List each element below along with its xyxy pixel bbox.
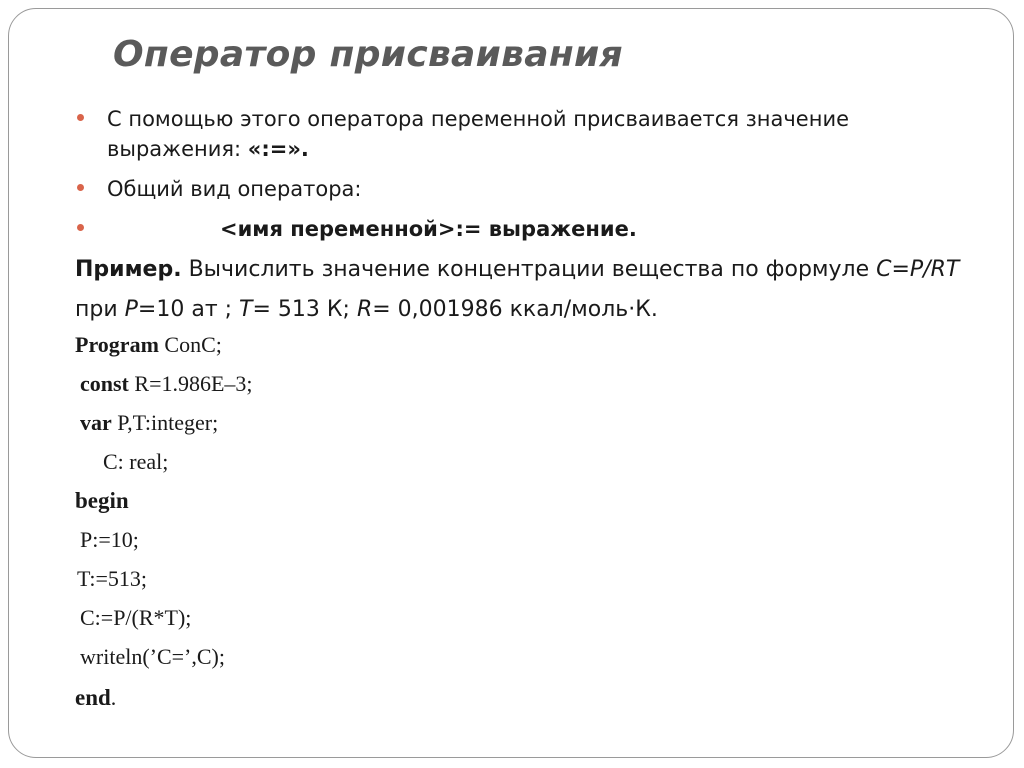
bullet-text-operator: «:=». — [247, 137, 309, 161]
code-line-begin — [75, 481, 129, 521]
code-text: ConC; — [158, 332, 222, 357]
example-text: =10 ат ; — [137, 297, 240, 322]
example-line-1 — [75, 250, 959, 290]
code-keyword: const — [80, 371, 129, 396]
bullet-dot-icon — [77, 224, 84, 231]
example-formula: C=P/RT — [876, 257, 960, 282]
code-line-real — [103, 442, 168, 482]
example-text: = 513 К; — [252, 297, 357, 322]
code-text: C:=P/(R*T); — [80, 605, 192, 630]
bullet-text — [107, 104, 967, 164]
code-line-const — [80, 364, 253, 404]
example-text: Вычислить значение концентрации вещества по формуле — [181, 257, 877, 282]
code-line-p — [80, 520, 139, 560]
code-keyword: begin — [75, 488, 129, 513]
code-keyword: var — [80, 410, 112, 435]
bullet-text: Общий вид оператора: — [107, 177, 362, 201]
code-text: writeln(’C=’,C); — [80, 644, 225, 669]
code-text: . — [110, 685, 117, 710]
code-keyword: Program — [75, 332, 159, 357]
code-line-program — [75, 325, 222, 365]
code-text: T:=513; — [77, 566, 147, 591]
variable-p: P — [124, 297, 138, 322]
code-text: R=1.986E–3; — [128, 371, 253, 396]
code-text: P,T:integer; — [111, 410, 219, 435]
bullet-text-syntax: <имя переменной>:= выражение. — [220, 217, 637, 241]
slide-title: Оператор присваивания — [113, 34, 623, 75]
bullet-text-plain: С помощью этого оператора переменной присваивается значение выражения: — [107, 107, 850, 161]
code-line-writeln — [80, 637, 225, 677]
bullet-dot-icon — [77, 184, 84, 191]
example-label: Пример. — [75, 257, 182, 282]
variable-t: T — [239, 297, 253, 322]
code-text: C: real; — [103, 449, 169, 474]
example-text: при — [75, 297, 125, 322]
example-line-2 — [75, 290, 959, 330]
example-text: = 0,001986 ккал/моль·К. — [372, 297, 658, 322]
code-line-c — [80, 598, 191, 638]
variable-r: R — [356, 297, 373, 322]
code-keyword: end — [75, 685, 111, 710]
bullet-dot-icon — [77, 114, 84, 121]
code-text: P:=10; — [80, 527, 139, 552]
code-line-var — [80, 403, 218, 443]
code-line-end — [75, 678, 116, 718]
code-line-t — [77, 559, 147, 599]
example-block — [75, 250, 959, 330]
